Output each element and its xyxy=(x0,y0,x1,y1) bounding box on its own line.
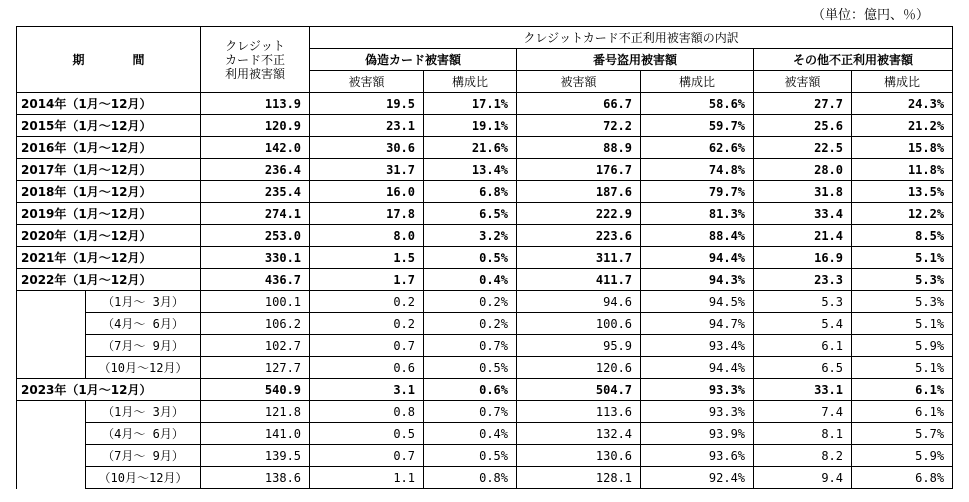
period-label: 2023年（1月～12月） xyxy=(17,379,201,401)
number-theft-ratio-cell: 59.7% xyxy=(641,115,754,137)
other-amount-cell: 5.3 xyxy=(754,291,852,313)
sub-header-amount: 被害額 xyxy=(754,71,852,93)
counterfeit-ratio-cell: 6.5% xyxy=(424,203,517,225)
quarter-label: （10月～12月） xyxy=(86,467,201,489)
counterfeit-ratio-cell: 0.7% xyxy=(424,335,517,357)
table-row xyxy=(17,203,953,225)
table-row xyxy=(17,467,953,489)
counterfeit-ratio-cell: 0.7% xyxy=(424,401,517,423)
number-theft-ratio-cell: 88.4% xyxy=(641,225,754,247)
counterfeit-ratio-cell: 19.1% xyxy=(424,115,517,137)
number-theft-amount-cell: 176.7 xyxy=(517,159,641,181)
number-theft-amount-cell: 100.6 xyxy=(517,313,641,335)
quarter-label: （10月～12月） xyxy=(86,357,201,379)
other-amount-cell: 16.9 xyxy=(754,247,852,269)
period-header: 期 間 xyxy=(17,27,201,93)
counterfeit-ratio-cell: 0.2% xyxy=(424,313,517,335)
table-row xyxy=(17,115,953,137)
period-label: 2022年（1月～12月） xyxy=(17,269,201,291)
sub-header-amount: 被害額 xyxy=(517,71,641,93)
counterfeit-amount-cell: 1.1 xyxy=(310,467,424,489)
counterfeit-ratio-cell: 17.1% xyxy=(424,93,517,115)
counterfeit-amount-cell: 1.7 xyxy=(310,269,424,291)
counterfeit-amount-cell: 0.2 xyxy=(310,291,424,313)
total-damage-cell: 235.4 xyxy=(201,181,310,203)
table-row xyxy=(17,159,953,181)
other-ratio-cell: 12.2% xyxy=(852,203,953,225)
counterfeit-amount-cell: 0.7 xyxy=(310,335,424,357)
sub-header-ratio: 構成比 xyxy=(424,71,517,93)
number-theft-ratio-cell: 93.3% xyxy=(641,401,754,423)
total-header-line1: クレジット xyxy=(225,38,285,53)
unit-note: （単位：億円、％） xyxy=(811,8,929,23)
other-amount-cell: 22.5 xyxy=(754,137,852,159)
number-theft-ratio-cell: 93.6% xyxy=(641,445,754,467)
total-damage-cell: 253.0 xyxy=(201,225,310,247)
other-amount-cell: 8.1 xyxy=(754,423,852,445)
counterfeit-amount-cell: 8.0 xyxy=(310,225,424,247)
total-damage-cell: 120.9 xyxy=(201,115,310,137)
period-label: 2014年（1月～12月） xyxy=(17,93,201,115)
header-row-1 xyxy=(17,27,953,49)
other-ratio-cell: 5.7% xyxy=(852,423,953,445)
counterfeit-ratio-cell: 0.8% xyxy=(424,467,517,489)
other-amount-cell: 21.4 xyxy=(754,225,852,247)
table-row xyxy=(17,225,953,247)
period-label: 2020年（1月～12月） xyxy=(17,225,201,247)
sub-header-ratio: 構成比 xyxy=(852,71,953,93)
number-theft-ratio-cell: 94.4% xyxy=(641,357,754,379)
number-theft-ratio-cell: 94.3% xyxy=(641,269,754,291)
counterfeit-ratio-cell: 0.4% xyxy=(424,269,517,291)
total-damage-cell: 274.1 xyxy=(201,203,310,225)
counterfeit-amount-cell: 31.7 xyxy=(310,159,424,181)
counterfeit-ratio-cell: 3.2% xyxy=(424,225,517,247)
counterfeit-amount-cell: 0.2 xyxy=(310,313,424,335)
other-amount-cell: 8.2 xyxy=(754,445,852,467)
total-damage-cell: 330.1 xyxy=(201,247,310,269)
number-theft-amount-cell: 88.9 xyxy=(517,137,641,159)
other-amount-cell: 33.4 xyxy=(754,203,852,225)
total-damage-cell: 540.9 xyxy=(201,379,310,401)
number-theft-ratio-cell: 58.6% xyxy=(641,93,754,115)
table-row xyxy=(17,313,953,335)
other-ratio-cell: 8.5% xyxy=(852,225,953,247)
quarter-label: （7月～ 9月） xyxy=(86,335,201,357)
total-damage-cell: 139.5 xyxy=(201,445,310,467)
total-damage-cell: 121.8 xyxy=(201,401,310,423)
total-damage-cell: 138.6 xyxy=(201,467,310,489)
total-header-line3: 利用被害額 xyxy=(225,66,286,81)
number-theft-amount-cell: 132.4 xyxy=(517,423,641,445)
other-ratio-cell: 5.1% xyxy=(852,247,953,269)
other-ratio-cell: 21.2% xyxy=(852,115,953,137)
number-theft-amount-cell: 66.7 xyxy=(517,93,641,115)
other-ratio-cell: 24.3% xyxy=(852,93,953,115)
number-theft-ratio-cell: 94.5% xyxy=(641,291,754,313)
counterfeit-amount-cell: 3.1 xyxy=(310,379,424,401)
number-theft-amount-cell: 120.6 xyxy=(517,357,641,379)
total-header-line2: カード不正 xyxy=(225,52,286,67)
quarter-label: （4月～ 6月） xyxy=(86,423,201,445)
indent-spacer xyxy=(17,401,86,489)
counterfeit-amount-cell: 30.6 xyxy=(310,137,424,159)
number-theft-ratio-cell: 92.4% xyxy=(641,467,754,489)
other-ratio-cell: 5.9% xyxy=(852,335,953,357)
period-label: 2017年（1月～12月） xyxy=(17,159,201,181)
total-header xyxy=(201,27,310,93)
counterfeit-ratio-cell: 0.5% xyxy=(424,445,517,467)
other-amount-cell: 31.8 xyxy=(754,181,852,203)
number-theft-amount-cell: 187.6 xyxy=(517,181,641,203)
number-theft-amount-cell: 128.1 xyxy=(517,467,641,489)
other-ratio-cell: 5.3% xyxy=(852,269,953,291)
counterfeit-ratio-cell: 0.5% xyxy=(424,247,517,269)
table-row xyxy=(17,357,953,379)
other-ratio-cell: 11.8% xyxy=(852,159,953,181)
quarter-label: （4月～ 6月） xyxy=(86,313,201,335)
fraud-damage-table xyxy=(16,26,953,489)
table-row xyxy=(17,269,953,291)
number-theft-amount-cell: 504.7 xyxy=(517,379,641,401)
other-amount-cell: 6.1 xyxy=(754,335,852,357)
table-row xyxy=(17,335,953,357)
other-amount-cell: 5.4 xyxy=(754,313,852,335)
counterfeit-amount-cell: 16.0 xyxy=(310,181,424,203)
period-label: 2018年（1月～12月） xyxy=(17,181,201,203)
sub-header-ratio: 構成比 xyxy=(641,71,754,93)
other-ratio-cell: 6.1% xyxy=(852,401,953,423)
number-theft-ratio-cell: 79.7% xyxy=(641,181,754,203)
table-row xyxy=(17,93,953,115)
counterfeit-ratio-cell: 0.6% xyxy=(424,379,517,401)
other-amount-cell: 27.7 xyxy=(754,93,852,115)
table-row xyxy=(17,401,953,423)
counterfeit-amount-cell: 23.1 xyxy=(310,115,424,137)
counterfeit-amount-cell: 0.5 xyxy=(310,423,424,445)
quarter-label: （7月～ 9月） xyxy=(86,445,201,467)
number-theft-amount-cell: 130.6 xyxy=(517,445,641,467)
other-ratio-cell: 13.5% xyxy=(852,181,953,203)
number-theft-ratio-cell: 81.3% xyxy=(641,203,754,225)
other-amount-cell: 9.4 xyxy=(754,467,852,489)
total-damage-cell: 106.2 xyxy=(201,313,310,335)
total-damage-cell: 436.7 xyxy=(201,269,310,291)
category-header-number-theft: 番号盗用被害額 xyxy=(517,49,754,71)
other-amount-cell: 28.0 xyxy=(754,159,852,181)
category-header-counterfeit: 偽造カード被害額 xyxy=(310,49,517,71)
table-row xyxy=(17,247,953,269)
counterfeit-amount-cell: 0.7 xyxy=(310,445,424,467)
total-damage-cell: 141.0 xyxy=(201,423,310,445)
number-theft-amount-cell: 94.6 xyxy=(517,291,641,313)
other-amount-cell: 33.1 xyxy=(754,379,852,401)
number-theft-ratio-cell: 93.4% xyxy=(641,335,754,357)
table-row xyxy=(17,445,953,467)
counterfeit-amount-cell: 0.8 xyxy=(310,401,424,423)
other-amount-cell: 7.4 xyxy=(754,401,852,423)
number-theft-ratio-cell: 93.3% xyxy=(641,379,754,401)
table-body xyxy=(17,93,953,489)
number-theft-amount-cell: 72.2 xyxy=(517,115,641,137)
number-theft-ratio-cell: 94.7% xyxy=(641,313,754,335)
category-header-other: その他不正利用被害額 xyxy=(754,49,953,71)
other-amount-cell: 25.6 xyxy=(754,115,852,137)
number-theft-ratio-cell: 62.6% xyxy=(641,137,754,159)
counterfeit-ratio-cell: 0.4% xyxy=(424,423,517,445)
total-damage-cell: 236.4 xyxy=(201,159,310,181)
table-row xyxy=(17,181,953,203)
total-damage-cell: 102.7 xyxy=(201,335,310,357)
period-label: 2015年（1月～12月） xyxy=(17,115,201,137)
number-theft-ratio-cell: 94.4% xyxy=(641,247,754,269)
other-ratio-cell: 5.1% xyxy=(852,357,953,379)
number-theft-ratio-cell: 93.9% xyxy=(641,423,754,445)
number-theft-amount-cell: 223.6 xyxy=(517,225,641,247)
table-row xyxy=(17,379,953,401)
indent-spacer xyxy=(17,291,86,379)
number-theft-amount-cell: 95.9 xyxy=(517,335,641,357)
period-label: 2019年（1月～12月） xyxy=(17,203,201,225)
other-ratio-cell: 6.8% xyxy=(852,467,953,489)
counterfeit-ratio-cell: 6.8% xyxy=(424,181,517,203)
number-theft-amount-cell: 411.7 xyxy=(517,269,641,291)
number-theft-amount-cell: 113.6 xyxy=(517,401,641,423)
other-ratio-cell: 5.9% xyxy=(852,445,953,467)
other-amount-cell: 23.3 xyxy=(754,269,852,291)
quarter-label: （1月～ 3月） xyxy=(86,401,201,423)
counterfeit-ratio-cell: 0.2% xyxy=(424,291,517,313)
sub-header-amount: 被害額 xyxy=(310,71,424,93)
total-damage-cell: 127.7 xyxy=(201,357,310,379)
total-damage-cell: 113.9 xyxy=(201,93,310,115)
total-damage-cell: 142.0 xyxy=(201,137,310,159)
other-ratio-cell: 5.3% xyxy=(852,291,953,313)
table-row xyxy=(17,423,953,445)
counterfeit-ratio-cell: 0.5% xyxy=(424,357,517,379)
period-label: 2016年（1月～12月） xyxy=(17,137,201,159)
counterfeit-ratio-cell: 21.6% xyxy=(424,137,517,159)
breakdown-header: クレジットカード不正利用被害額の内訳 xyxy=(310,27,953,49)
number-theft-amount-cell: 222.9 xyxy=(517,203,641,225)
other-ratio-cell: 6.1% xyxy=(852,379,953,401)
period-label: 2021年（1月～12月） xyxy=(17,247,201,269)
counterfeit-amount-cell: 1.5 xyxy=(310,247,424,269)
total-damage-cell: 100.1 xyxy=(201,291,310,313)
quarter-label: （1月～ 3月） xyxy=(86,291,201,313)
other-ratio-cell: 5.1% xyxy=(852,313,953,335)
table-row xyxy=(17,291,953,313)
counterfeit-ratio-cell: 13.4% xyxy=(424,159,517,181)
counterfeit-amount-cell: 19.5 xyxy=(310,93,424,115)
number-theft-amount-cell: 311.7 xyxy=(517,247,641,269)
table-row xyxy=(17,137,953,159)
counterfeit-amount-cell: 17.8 xyxy=(310,203,424,225)
other-amount-cell: 6.5 xyxy=(754,357,852,379)
number-theft-ratio-cell: 74.8% xyxy=(641,159,754,181)
other-ratio-cell: 15.8% xyxy=(852,137,953,159)
counterfeit-amount-cell: 0.6 xyxy=(310,357,424,379)
